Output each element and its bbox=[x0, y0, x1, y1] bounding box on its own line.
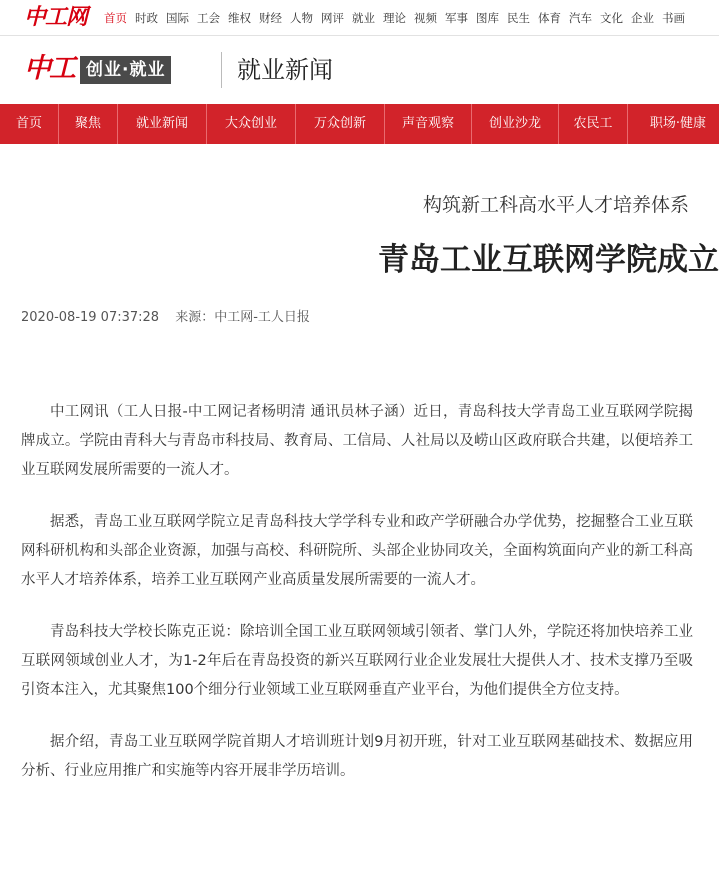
top-nav-item[interactable]: 民生 bbox=[507, 10, 530, 25]
article-title: 青岛工业互联网学院成立 bbox=[378, 242, 719, 278]
article-paragraph: 青岛科技大学校长陈克正说：除培训全国工业互联网领域引领者、掌门人外，学院还将加快培养工业互联网领域创业人才，为1-2年后在青岛投资的新兴互联网行业企业发展壮大提供人才、技术支撑乃至吸引资本注入，尤其聚焦100个细分行业领域工业互联网垂直产业平台，为他们提供全方位支持。 bbox=[21, 624, 693, 698]
main-nav-item[interactable]: 聚焦 bbox=[59, 104, 118, 144]
site-logo[interactable]: 中工 bbox=[24, 53, 74, 84]
top-nav-item[interactable]: 图库 bbox=[476, 10, 499, 25]
top-nav-item[interactable]: 军事 bbox=[445, 10, 468, 25]
top-nav-item[interactable]: 维权 bbox=[228, 10, 251, 25]
top-nav bbox=[104, 0, 693, 35]
top-nav-item[interactable]: 企业 bbox=[631, 10, 654, 25]
top-nav-item[interactable]: 首页 bbox=[104, 10, 127, 25]
header-divider bbox=[221, 52, 222, 88]
top-nav-item[interactable]: 就业 bbox=[352, 10, 375, 25]
top-nav-item[interactable]: 国际 bbox=[166, 10, 189, 25]
main-nav-item[interactable]: 首页 bbox=[0, 104, 59, 144]
main-nav-item[interactable]: 大众创业 bbox=[207, 104, 296, 144]
main-nav-item[interactable]: 就业新闻 bbox=[118, 104, 207, 144]
top-bar bbox=[0, 0, 719, 36]
main-nav-item[interactable]: 农民工 bbox=[559, 104, 628, 144]
article-datetime: 2020-08-19 07:37:28 bbox=[21, 310, 160, 325]
article-body bbox=[21, 398, 693, 809]
article-paragraph: 中工网讯（工人日报-中工网记者杨明清 通讯员林子涵）近日，青岛科技大学青岛工业互联网学院揭牌成立。学院由青科大与青岛市科技局、教育局、工信局、人社局以及崂山区政府联合共建，以便培养工业互联网发展所需要的一流人才。 bbox=[21, 404, 693, 478]
channel-badge[interactable]: 创业·就业 bbox=[80, 56, 171, 84]
section-title: 就业新闻 bbox=[237, 56, 333, 84]
main-nav-item[interactable]: 职场·健康 bbox=[628, 104, 719, 144]
main-nav-item[interactable]: 创业沙龙 bbox=[472, 104, 559, 144]
top-nav-item[interactable]: 网评 bbox=[321, 10, 344, 25]
top-nav-item[interactable]: 汽车 bbox=[569, 10, 592, 25]
channel-header bbox=[0, 36, 719, 104]
main-nav-item[interactable]: 万众创新 bbox=[296, 104, 385, 144]
top-nav-item[interactable]: 工会 bbox=[197, 10, 220, 25]
main-nav-item[interactable]: 声音观察 bbox=[385, 104, 472, 144]
article-paragraph: 据悉，青岛工业互联网学院立足青岛科技大学学科专业和政产学研融合办学优势，挖掘整合工业互联网科研机构和头部企业资源，加强与高校、科研院所、头部企业协同攻关，全面构筑面向产业的新工科高水平人才培养体系，培养工业互联网产业高质量发展所需要的一流人才。 bbox=[21, 514, 693, 588]
top-nav-item[interactable]: 文化 bbox=[600, 10, 623, 25]
article-source: 来源：中工网-工人日报 bbox=[175, 310, 310, 325]
top-nav-item[interactable]: 理论 bbox=[383, 10, 406, 25]
top-nav-item[interactable]: 体育 bbox=[538, 10, 561, 25]
top-nav-item[interactable]: 人物 bbox=[290, 10, 313, 25]
article-subtitle: 构筑新工科高水平人才培养体系 bbox=[422, 194, 689, 216]
top-nav-item[interactable]: 财经 bbox=[259, 10, 282, 25]
top-nav-item[interactable]: 书画 bbox=[662, 10, 685, 25]
article-paragraph: 据介绍，青岛工业互联网学院首期人才培训班计划9月初开班，针对工业互联网基础技术、数据应用分析、行业应用推广和实施等内容开展非学历培训。 bbox=[21, 734, 693, 779]
top-nav-item[interactable]: 视频 bbox=[414, 10, 437, 25]
article-meta bbox=[21, 306, 322, 325]
main-nav bbox=[0, 104, 719, 144]
top-nav-item[interactable]: 时政 bbox=[135, 10, 158, 25]
site-logo-small[interactable]: 中工网 bbox=[24, 4, 88, 30]
